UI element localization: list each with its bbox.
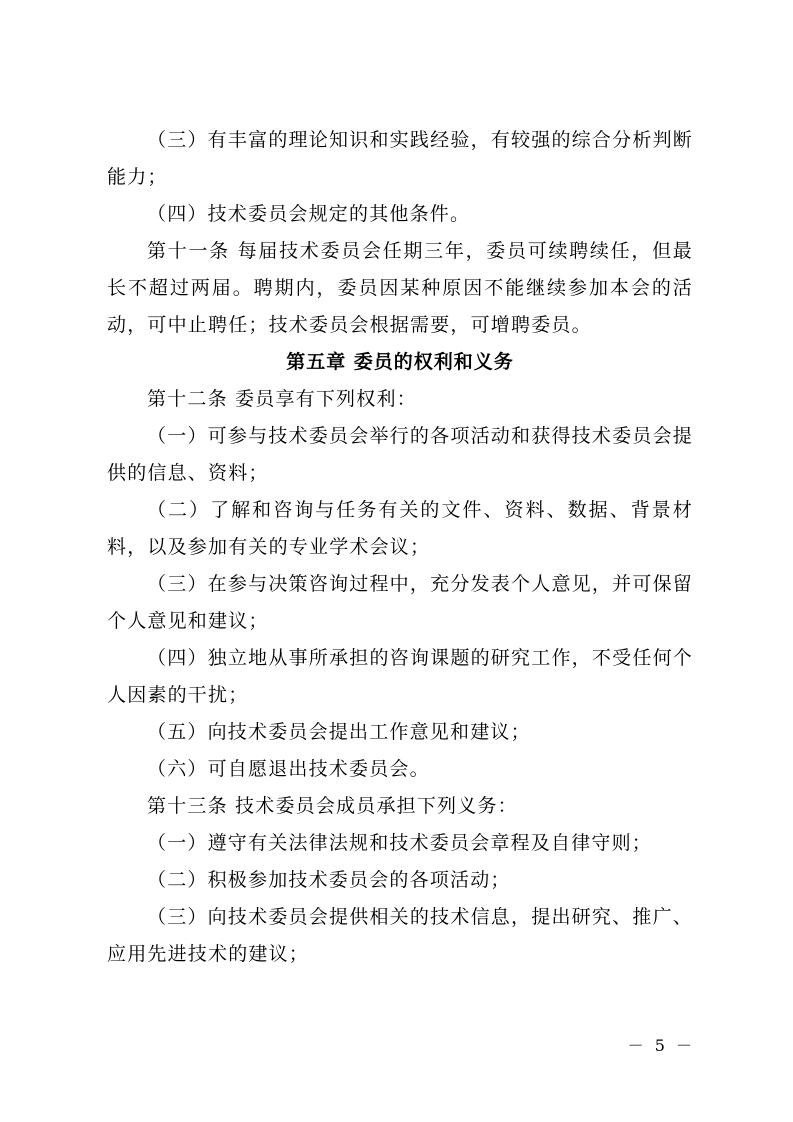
- paragraph-right-4: （四）独立地从事所承担的咨询课题的研究工作，不受任何个人因素的干扰；: [107, 647, 693, 706]
- document-body: [107, 122, 693, 973]
- chapter-heading: 第五章 委员的权利和义务: [286, 351, 514, 373]
- paragraph-right-5: （五）向技术委员会提出工作意见和建议；: [147, 721, 531, 743]
- paragraph-duty-1: （一）遵守有关法律法规和技术委员会章程及自律守则；: [147, 832, 653, 854]
- paragraph-qualification-4: （四）技术委员会规定的其他条件。: [147, 203, 471, 225]
- paragraph-qualification-3: （三）有丰富的理论知识和实践经验，有较强的综合分析判断能力；: [107, 129, 693, 188]
- paragraph-right-2: （二）了解和咨询与任务有关的文件、资料、数据、背景材料，以及参加有关的专业学术会议；: [107, 499, 693, 558]
- paragraph-article-12: 第十二条 委员享有下列权利：: [147, 388, 417, 410]
- paragraph-duty-2: （二）积极参加技术委员会的各项活动；: [147, 869, 511, 891]
- paragraph-right-6: （六）可自愿退出技术委员会。: [147, 758, 430, 780]
- paragraph-duty-3: （三）向技术委员会提供相关的技术信息，提出研究、推广、应用先进技术的建议；: [107, 906, 693, 965]
- paragraph-article-13: 第十三条 技术委员会成员承担下列义务：: [147, 795, 518, 817]
- page-number: － 5 －: [627, 1036, 695, 1055]
- paragraph-right-3: （三）在参与决策咨询过程中，充分发表个人意见，并可保留个人意见和建议；: [107, 573, 693, 632]
- paragraph-article-11: 第十一条 每届技术委员会任期三年，委员可续聘续任，但最长不超过两届。聘期内，委员因某种原因不能继续参加本会的活动，可中止聘任；技术委员会根据需要，可增聘委员。: [107, 240, 693, 336]
- paragraph-right-1: （一）可参与技术委员会举行的各项活动和获得技术委员会提供的信息、资料；: [107, 425, 693, 484]
